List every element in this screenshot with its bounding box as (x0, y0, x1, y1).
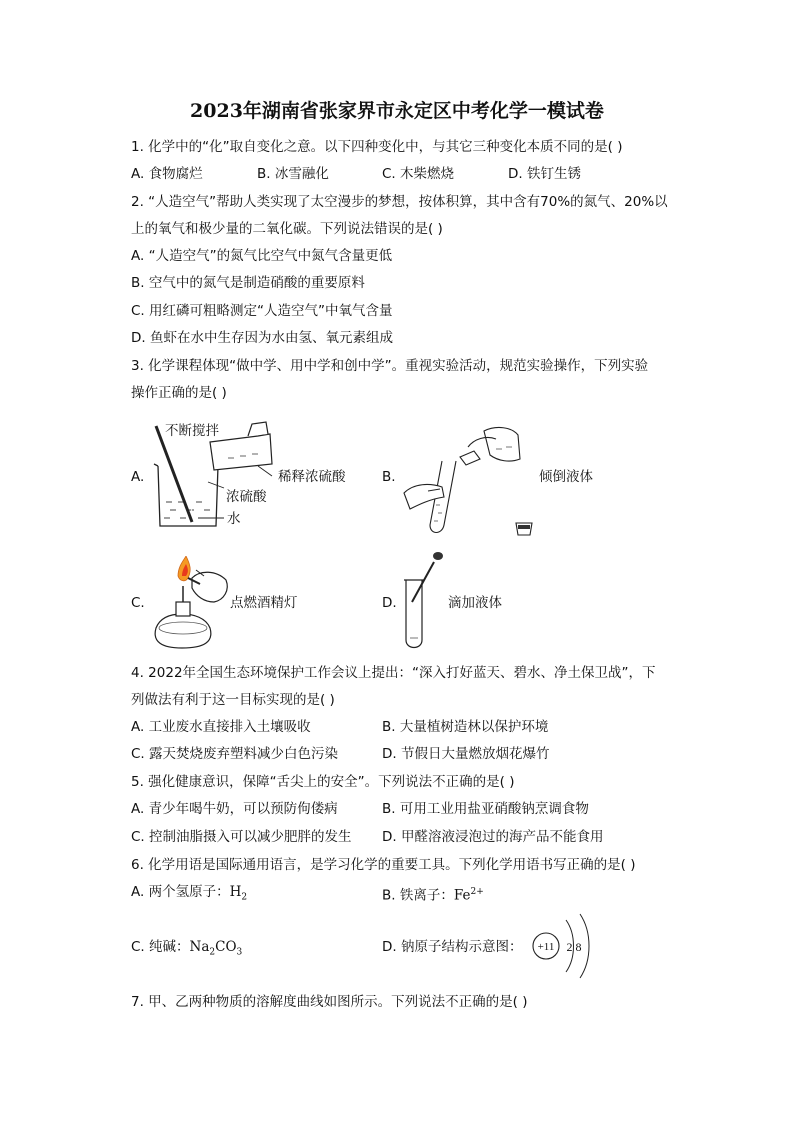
q6-c-sub2: 3 (236, 947, 243, 958)
q4-option-c[interactable]: C. 露天焚烧废弃塑料减少白色污染 (131, 746, 339, 762)
q1-stem: 1. 化学中的“化”取自变化之意。以下四种变化中，与其它三种变化本质不同的是( ) (131, 139, 623, 155)
q6-d-nucleus: +11 (537, 941, 555, 953)
q1-option-d[interactable]: D. 铁钉生锈 (508, 166, 581, 182)
q5-option-a[interactable]: A. 青少年喝牛奶，可以预防佝偻病 (131, 801, 338, 817)
pour-liquid-figure (400, 425, 540, 545)
q3-option-b-letter[interactable]: B. (382, 469, 396, 485)
q3-stem-line2: 操作正确的是( ) (131, 385, 227, 401)
q4-option-a[interactable]: A. 工业废水直接排入土壤吸收 (131, 719, 311, 735)
q3-c-label: 点燃酒精灯 (230, 595, 298, 611)
q5-option-c[interactable]: C. 控制油脂摄入可以减少肥胖的发生 (131, 829, 352, 845)
q5-stem: 5. 强化健康意识，保障“舌尖上的安全”。下列说法不正确的是( ) (131, 774, 515, 790)
q3-option-c-letter[interactable]: C. (131, 595, 145, 611)
q3-b-label: 倾倒液体 (539, 469, 593, 485)
q2-option-a[interactable]: A. “人造空气”的氮气比空气中氮气含量更低 (131, 248, 393, 264)
q6-b-sup: 2+ (470, 887, 484, 897)
q6-a-text: A. 两个氢原子： (131, 884, 230, 900)
q2-option-d[interactable]: D. 鱼虾在水中生存因为水由氢、氧元素组成 (131, 330, 393, 346)
q1-option-c[interactable]: C. 木柴燃烧 (382, 166, 455, 182)
q3-d-label: 滴加液体 (448, 595, 502, 611)
q6-a-sub: 2 (241, 892, 248, 903)
q6-b-text: B. 铁离子： (382, 887, 454, 904)
q2-stem-line1: 2. “人造空气”帮助人类实现了太空漫步的梦想，按体积算，其中含有70%的氮气、20%以 (131, 194, 668, 210)
q1-option-b[interactable]: B. 冰雪融化 (257, 166, 329, 182)
q6-option-a[interactable] (131, 883, 247, 907)
drop-liquid-figure (400, 552, 450, 652)
q4-stem-line2: 列做法有利于这一目标实现的是( ) (131, 692, 335, 708)
q6-stem: 6. 化学用语是国际通用语言，是学习化学的重要工具。下列化学用语书写正确的是( ) (131, 857, 636, 873)
q6-c-text: C. 纯碱： (131, 939, 190, 955)
q6-option-b[interactable] (382, 883, 484, 905)
q3-option-a-letter[interactable]: A. (131, 469, 145, 485)
q7-stem: 7. 甲、乙两种物质的溶解度曲线如图所示。下列说法不正确的是( ) (131, 994, 528, 1010)
q6-c-sub1: 2 (209, 947, 216, 958)
q3-a-acid-label: 浓硫酸 (226, 489, 267, 505)
sodium-atom-diagram (528, 910, 598, 982)
q4-option-d[interactable]: D. 节假日大量燃放烟花爆竹 (382, 746, 550, 762)
page-title: 2023年湖南省张家界市永定区中考化学一模试卷 (190, 100, 604, 122)
alcohol-lamp-figure (148, 556, 236, 652)
q6-d-text: D. 钠原子结构示意图： (382, 939, 523, 955)
q6-b-formula: Fe (453, 887, 471, 904)
q5-option-b[interactable]: B. 可用工业用盐亚硝酸钠烹调食物 (382, 801, 589, 817)
q4-option-b[interactable]: B. 大量植树造林以保护环境 (382, 719, 549, 735)
q2-option-c[interactable]: C. 用红磷可粗略测定“人造空气”中氧气含量 (131, 303, 393, 319)
q6-a-formula: H (229, 884, 242, 900)
q3-a-dilute-label: 稀释浓硫酸 (278, 469, 346, 485)
q3-a-stir-label: 不断搅拌 (165, 423, 219, 439)
q6-c-formula: Na (189, 939, 210, 955)
q6-d-shells: 2 8 (566, 940, 582, 954)
q5-option-d[interactable]: D. 甲醛溶液浸泡过的海产品不能食用 (382, 829, 604, 845)
q6-c-formula2: CO (215, 939, 237, 955)
q3-stem-line1: 3. 化学课程体现“做中学、用中学和创中学”。重视实验活动，规范实验操作，下列实验 (131, 358, 649, 374)
q4-stem-line1: 4. 2022年全国生态环境保护工作会议上提出：“深入打好蓝天、碧水、净土保卫战”，下 (131, 665, 656, 681)
q3-option-d-letter[interactable]: D. (382, 595, 397, 611)
q3-a-water-label: 水 (227, 511, 241, 527)
q6-option-d[interactable] (382, 938, 522, 956)
q2-option-b[interactable]: B. 空气中的氮气是制造硝酸的重要原料 (131, 275, 365, 291)
q1-option-a[interactable]: A. 食物腐烂 (131, 166, 203, 182)
q2-stem-line2: 上的氧气和极少量的二氧化碳。下列说法错误的是( ) (131, 221, 443, 237)
q6-option-c[interactable] (131, 938, 242, 962)
